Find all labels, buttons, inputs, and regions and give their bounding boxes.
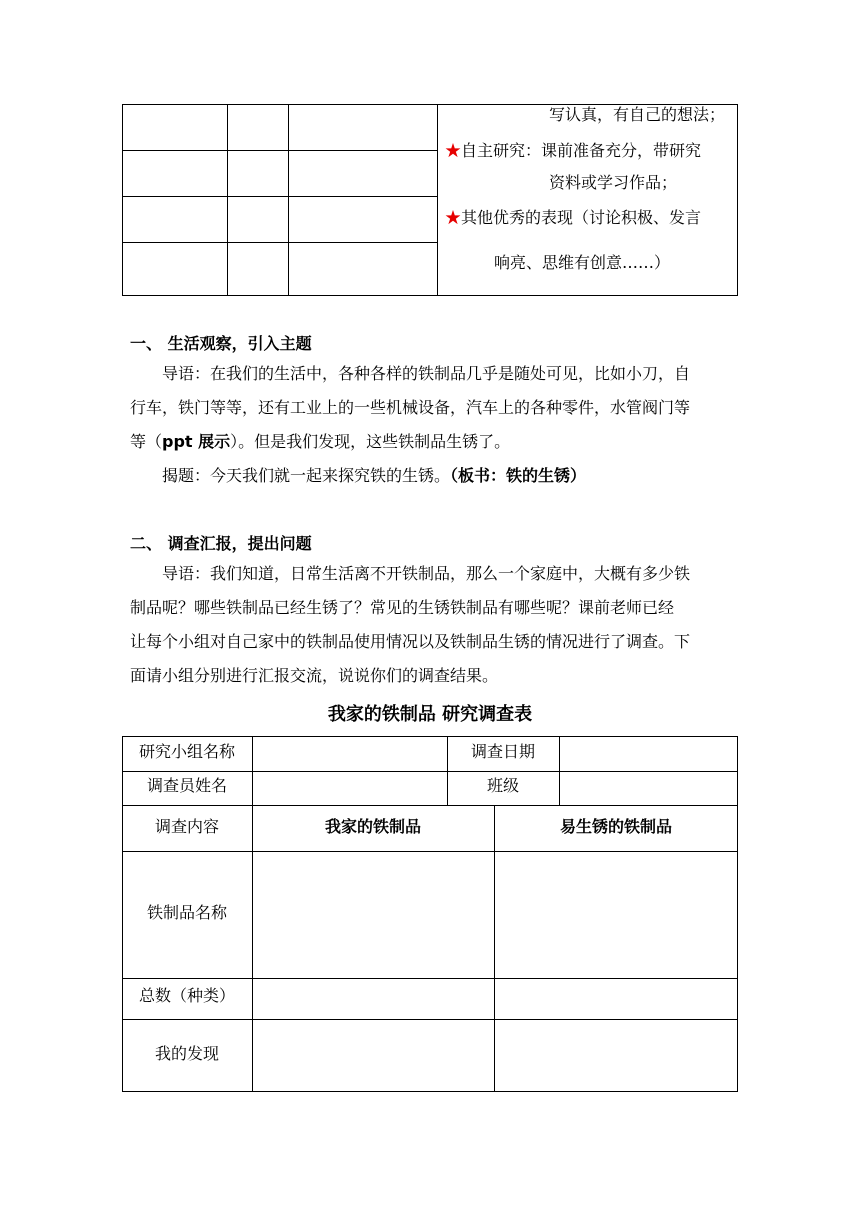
class-label: 班级 (486, 776, 519, 795)
finding-label: 我的发现 (154, 1044, 219, 1063)
group-name-label: 研究小组名称 (138, 742, 235, 761)
red-star-icon: ★ (445, 141, 462, 160)
surveyor-field[interactable] (253, 772, 447, 805)
my-items-total-field[interactable] (253, 979, 494, 1019)
survey-table-title: 我家的铁制品 研究调查表 (327, 704, 533, 725)
red-star-icon: ★ (445, 208, 462, 227)
my-finding-field[interactable] (253, 1020, 494, 1091)
rust-items-field[interactable] (495, 852, 737, 978)
content-label: 调查内容 (154, 817, 219, 836)
class-field[interactable] (560, 772, 737, 805)
section-1-heading: 一、 生活观察，引入主题 (130, 334, 312, 353)
item-name-label: 铁制品名称 (146, 903, 227, 922)
criteria-line-3: 资料或学习作品； (549, 173, 678, 192)
column-rust-items: 易生锈的铁制品 (559, 817, 672, 836)
survey-table (122, 736, 738, 1092)
total-label: 总数（种类） (138, 986, 235, 1005)
criteria-line-1: 写认真，有自己的想法； (549, 105, 726, 124)
criteria-line-4: ★其他优秀的表现（讨论积极、发言 (445, 208, 702, 227)
section-1-intro: 导语：在我们的生活中，各种各样的铁制品几乎是随处可见，比如小刀，自 行车，铁门等等，还有工业上的一些机械设备，汽车上的各种零件，水管阀门等 等（ppt 展示）。但是我们发现，这些铁制品生锈了。 揭题：今天我们就一起来探究铁的生锈。（板书：铁的生锈） (130, 364, 691, 485)
criteria-line-5: 响亮、思维有创意……） (494, 253, 671, 272)
rust-items-total-field[interactable] (495, 979, 737, 1019)
my-items-field[interactable] (253, 852, 494, 978)
criteria-line-2: ★自主研究：课前准备充分，带研究 (445, 141, 702, 160)
surveyor-label: 调查员姓名 (146, 776, 227, 795)
group-name-field[interactable] (253, 737, 447, 771)
section-2-heading: 二、 调查汇报，提出问题 (130, 534, 312, 553)
date-field[interactable] (560, 737, 737, 771)
rust-finding-field[interactable] (495, 1020, 737, 1091)
column-my-items: 我家的铁制品 (324, 817, 421, 836)
section-2-intro: 导语：我们知道，日常生活离不开铁制品，那么一个家庭中，大概有多少铁 制品呢？哪些铁制品已经生锈了？常见的生锈铁制品有哪些呢？课前老师已经 让每个小组对自己家中的铁制品使用情况以及铁制品生锈的情况进行了调查。下 面请小组分别进行汇报交流，说说你们的调查结果。 (130, 564, 691, 685)
date-label: 调查日期 (470, 742, 535, 761)
